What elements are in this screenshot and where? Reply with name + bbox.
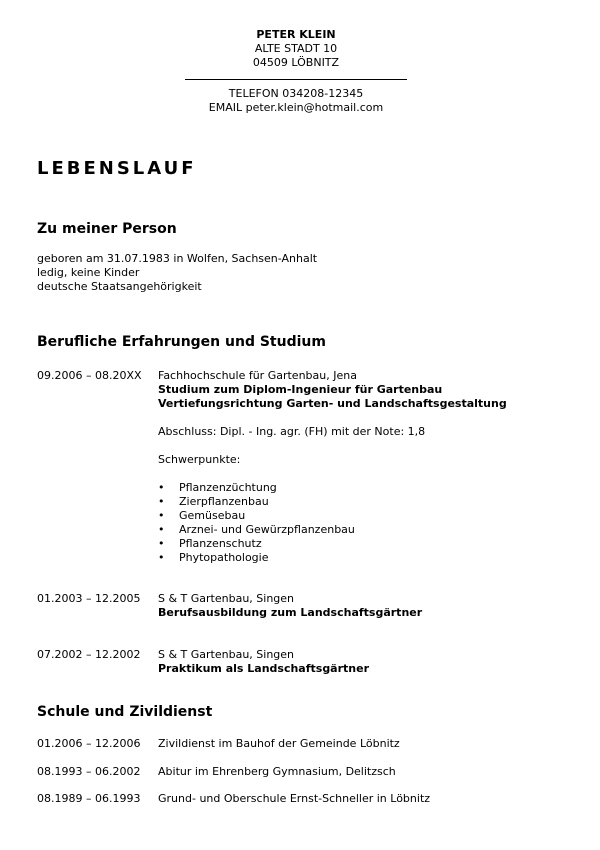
- section-heading-person: Zu meiner Person: [37, 221, 177, 237]
- contact-email: EMAIL peter.klein@hotmail.com: [208, 101, 384, 114]
- focus-item: • Zierpflanzenbau: [158, 495, 578, 509]
- address-header: [0, 28, 592, 115]
- entry-date: 01.2006 – 12.2006: [37, 737, 141, 750]
- entry-text: Grund- und Oberschule Ernst-Schneller in Löbnitz: [158, 792, 431, 805]
- person-details: [37, 252, 317, 294]
- applicant-name: PETER KLEIN: [256, 28, 336, 41]
- section-heading-school: Schule und Zivildienst: [37, 704, 213, 720]
- entry-body: [158, 648, 578, 676]
- entry-body: [158, 592, 578, 620]
- entry-title: Praktikum als Landschaftsgärtner: [158, 662, 370, 675]
- entry-body: [158, 369, 578, 565]
- focus-label: Schwerpunkte:: [158, 453, 241, 466]
- entry-date: 01.2003 – 12.2005: [37, 592, 141, 605]
- address-street: ALTE STADT 10: [254, 42, 338, 55]
- entry-institution: S & T Gartenbau, Singen: [158, 648, 295, 661]
- contact-phone: TELEFON 034208-12345: [228, 87, 364, 100]
- address-city: 04509 LÖBNITZ: [252, 56, 340, 69]
- entry-title: Berufsausbildung zum Landschaftsgärtner: [158, 606, 423, 619]
- entry-date: 08.1993 – 06.2002: [37, 765, 141, 778]
- entry-title: Studium zum Diplom-Ingenieur für Gartenbau: [158, 383, 443, 396]
- entry-institution: S & T Gartenbau, Singen: [158, 592, 295, 605]
- focus-item: • Gemüsebau: [158, 509, 578, 523]
- entry-degree: Abschluss: Dipl. - Ing. agr. (FH) mit der Note: 1,8: [158, 425, 426, 438]
- person-family-status: ledig, keine Kinder: [37, 266, 140, 279]
- header-divider: [185, 79, 407, 80]
- entry-date: 07.2002 – 12.2002: [37, 648, 141, 661]
- focus-list: [158, 481, 578, 565]
- focus-item: • Pflanzenzüchtung: [158, 481, 578, 495]
- entry-date: 09.2006 – 08.20XX: [37, 369, 142, 382]
- focus-item: • Phytopathologie: [158, 551, 578, 565]
- entry-institution: Fachhochschule für Gartenbau, Jena: [158, 369, 357, 382]
- section-heading-career: Berufliche Erfahrungen und Studium: [37, 334, 326, 350]
- person-nationality: deutsche Staatsangehörigkeit: [37, 280, 202, 293]
- entry-date: 08.1989 – 06.1993: [37, 792, 141, 805]
- entry-subtitle: Vertiefungsrichtung Garten- und Landschaftsgestaltung: [158, 397, 507, 410]
- entry-text: Zivildienst im Bauhof der Gemeinde Löbnitz: [158, 737, 400, 750]
- entry-text: Abitur im Ehrenberg Gymnasium, Delitzsch: [158, 765, 396, 778]
- focus-item: • Pflanzenschutz: [158, 537, 578, 551]
- document-title: LEBENSLAUF: [37, 158, 197, 179]
- focus-item: • Arznei- und Gewürzpflanzenbau: [158, 523, 578, 537]
- person-birth: geboren am 31.07.1983 in Wolfen, Sachsen-Anhalt: [37, 252, 318, 265]
